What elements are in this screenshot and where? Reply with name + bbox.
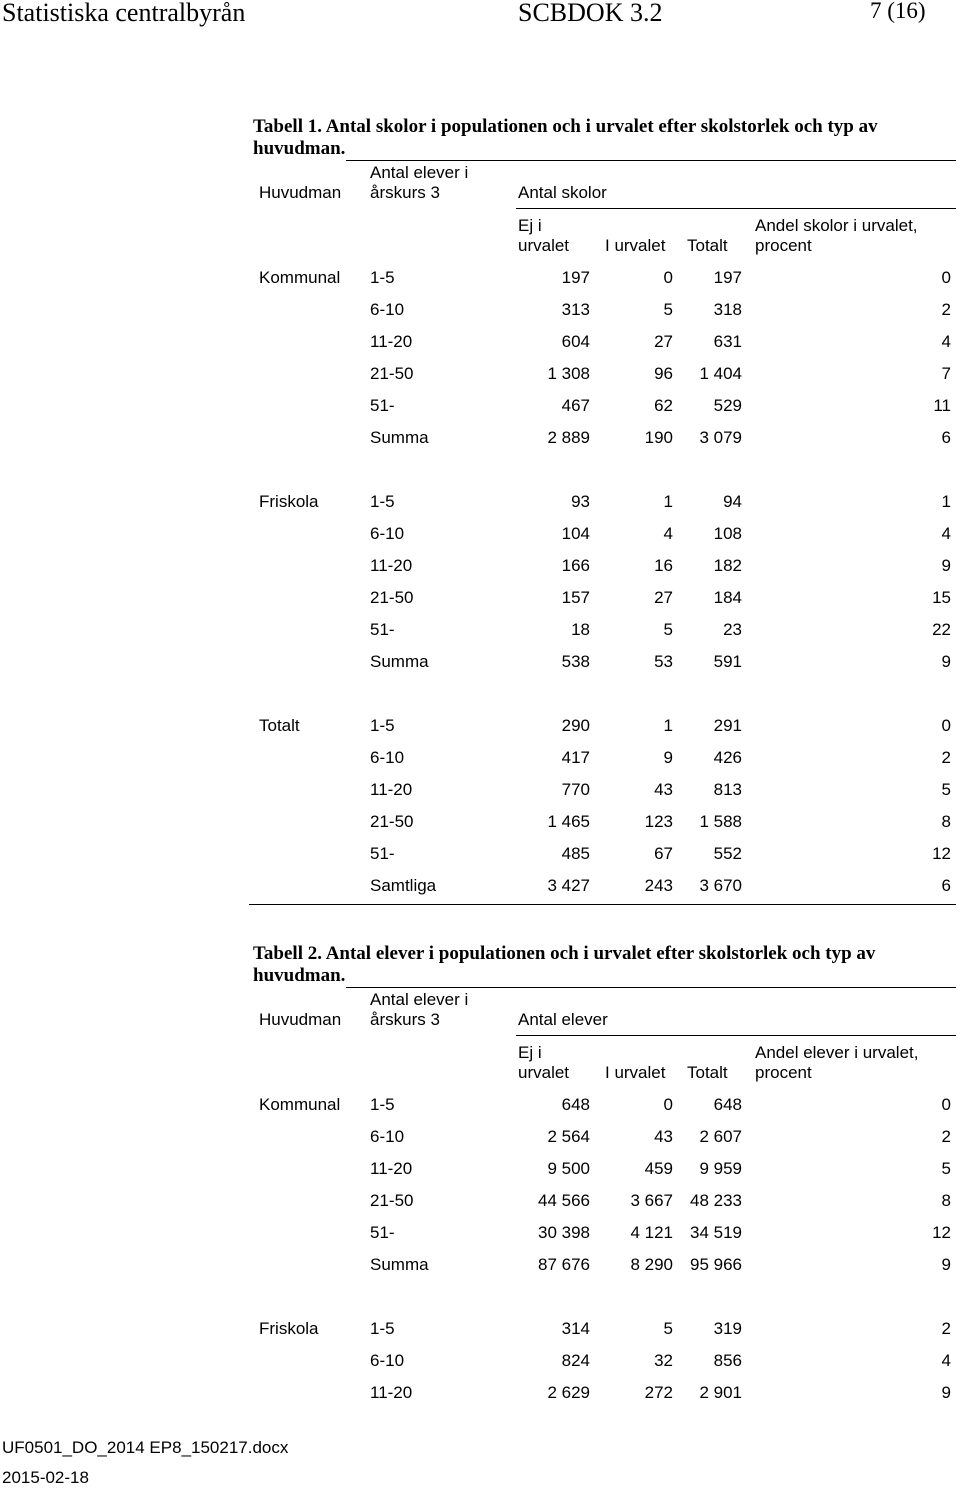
row-size-label: 11-20 [370,1383,413,1402]
footer-date: 2015-02-18 [2,1468,89,1487]
row-size-label: 6-10 [370,1127,405,1146]
cell-andel-procent: 0 [941,716,951,735]
header-document-id: SCBDOK 3.2 [518,0,663,27]
cell-andel-procent: 5 [941,780,951,799]
cell-ej-i-urvalet: 2 564 [547,1127,590,1146]
cell-andel-procent: 2 [941,748,951,767]
cell-andel-procent: 12 [932,1223,951,1242]
cell-totalt: 184 [713,588,742,607]
cell-andel-procent: 2 [941,1319,951,1338]
cell-andel-procent: 4 [941,332,951,351]
col-i-header: I urvalet [605,236,666,255]
cell-i-urvalet: 123 [644,812,673,831]
cell-i-urvalet: 16 [654,556,673,575]
col-group-header: Antal skolor [518,183,607,202]
cell-i-urvalet: 459 [644,1159,673,1178]
cell-i-urvalet: 67 [654,844,673,863]
cell-i-urvalet: 32 [654,1351,673,1370]
row-size-label: 6-10 [370,524,405,543]
cell-i-urvalet: 5 [663,1319,673,1338]
row-size-label: 1-5 [370,716,395,735]
header-organization: Statistiska centralbyrån [2,0,246,27]
cell-ej-i-urvalet: 9 500 [547,1159,590,1178]
cell-ej-i-urvalet: 87 676 [538,1255,590,1274]
cell-andel-procent: 0 [941,1095,951,1114]
row-size-label: 6-10 [370,300,405,319]
cell-i-urvalet: 1 [663,492,673,511]
cell-andel-procent: 8 [941,812,951,831]
cell-totalt: 1 588 [699,812,742,831]
cell-ej-i-urvalet: 313 [561,300,590,319]
cell-ej-i-urvalet: 93 [571,492,590,511]
cell-ej-i-urvalet: 485 [561,844,590,863]
cell-i-urvalet: 43 [654,1127,673,1146]
cell-totalt: 108 [713,524,742,543]
cell-ej-i-urvalet: 467 [561,396,590,415]
cell-i-urvalet: 0 [663,268,673,287]
table2-caption: Tabell 2. Antal elever i populationen och i urvalet efter skolstorlek och typ av huvudman. [253,943,876,986]
row-size-label: 6-10 [370,748,405,767]
cell-totalt: 291 [713,716,742,735]
row-huvudman-label: Totalt [259,716,300,735]
row-size-label: 11-20 [370,556,413,575]
cell-ej-i-urvalet: 44 566 [538,1191,590,1210]
row-huvudman-label: Kommunal [259,1095,341,1114]
cell-totalt: 856 [713,1351,742,1370]
cell-i-urvalet: 27 [654,588,673,607]
cell-i-urvalet: 3 667 [630,1191,673,1210]
cell-ej-i-urvalet: 290 [561,716,590,735]
cell-andel-procent: 6 [941,428,951,447]
cell-totalt: 48 233 [690,1191,742,1210]
cell-i-urvalet: 4 121 [630,1223,673,1242]
cell-ej-i-urvalet: 314 [561,1319,590,1338]
cell-totalt: 3 670 [699,876,742,895]
cell-totalt: 426 [713,748,742,767]
col-huvudman-header: Huvudman [259,183,342,202]
row-size-label: 1-5 [370,1095,395,1114]
table1-top-rule [346,160,956,161]
cell-andel-procent: 22 [932,620,951,639]
cell-totalt: 197 [713,268,742,287]
row-size-label: Summa [370,652,429,671]
cell-ej-i-urvalet: 770 [561,780,590,799]
cell-i-urvalet: 62 [654,396,673,415]
table1-caption: Tabell 1. Antal skolor i populationen och i urvalet efter skolstorlek och typ av huvudman. [253,116,878,159]
col-antal-elever-header: årskurs 3 [370,1010,440,1029]
cell-andel-procent: 9 [941,556,951,575]
cell-andel-procent: 8 [941,1191,951,1210]
table2-top-rule [346,987,956,988]
cell-andel-procent: 15 [932,588,951,607]
cell-totalt: 9 959 [699,1159,742,1178]
cell-andel-procent: 9 [941,1383,951,1402]
cell-ej-i-urvalet: 1 308 [547,364,590,383]
cell-totalt: 3 079 [699,428,742,447]
cell-i-urvalet: 5 [663,620,673,639]
row-size-label: 11-20 [370,1159,413,1178]
row-size-label: 51- [370,620,395,639]
row-huvudman-label: Kommunal [259,268,341,287]
row-size-label: 1-5 [370,268,395,287]
cell-totalt: 1 404 [699,364,742,383]
row-size-label: 21-50 [370,1191,414,1210]
cell-i-urvalet: 1 [663,716,673,735]
cell-totalt: 529 [713,396,742,415]
cell-andel-procent: 4 [941,1351,951,1370]
row-size-label: 11-20 [370,332,413,351]
cell-totalt: 648 [713,1095,742,1114]
row-size-label: Samtliga [370,876,437,895]
cell-andel-procent: 2 [941,300,951,319]
cell-ej-i-urvalet: 824 [561,1351,590,1370]
header-page-number: 7 (16) [870,0,926,23]
col-ej-header: urvalet [518,236,570,255]
table1-group-rule [516,208,956,209]
cell-totalt: 94 [723,492,742,511]
cell-totalt: 2 901 [699,1383,742,1402]
cell-ej-i-urvalet: 538 [561,652,590,671]
cell-ej-i-urvalet: 2 889 [547,428,590,447]
cell-andel-procent: 7 [941,364,951,383]
cell-ej-i-urvalet: 197 [561,268,590,287]
col-i-header: I urvalet [605,1063,666,1082]
row-size-label: Summa [370,1255,429,1274]
cell-andel-procent: 6 [941,876,951,895]
row-size-label: 6-10 [370,1351,405,1370]
col-antal-elever-header: Antal elever i [370,163,469,182]
cell-ej-i-urvalet: 157 [561,588,590,607]
cell-i-urvalet: 96 [654,364,673,383]
cell-i-urvalet: 9 [663,748,673,767]
col-group-header: Antal elever [518,1010,608,1029]
row-size-label: 21-50 [370,812,414,831]
row-size-label: 51- [370,396,395,415]
row-size-label: 1-5 [370,492,395,511]
cell-ej-i-urvalet: 2 629 [547,1383,590,1402]
cell-totalt: 631 [713,332,742,351]
cell-ej-i-urvalet: 30 398 [538,1223,590,1242]
cell-i-urvalet: 190 [644,428,673,447]
cell-i-urvalet: 243 [644,876,673,895]
cell-andel-procent: 1 [941,492,951,511]
row-size-label: 51- [370,844,395,863]
cell-i-urvalet: 53 [654,652,673,671]
row-huvudman-label: Friskola [259,492,319,511]
cell-ej-i-urvalet: 417 [561,748,590,767]
cell-totalt: 591 [713,652,742,671]
cell-andel-procent: 11 [933,396,951,415]
cell-totalt: 182 [713,556,742,575]
col-antal-elever-header: årskurs 3 [370,183,440,202]
row-size-label: Summa [370,428,429,447]
col-tot-header: Totalt [687,1063,728,1082]
table2-group-rule [516,1035,956,1036]
cell-andel-procent: 9 [941,652,951,671]
cell-totalt: 2 607 [699,1127,742,1146]
cell-ej-i-urvalet: 648 [561,1095,590,1114]
cell-ej-i-urvalet: 18 [571,620,590,639]
cell-i-urvalet: 8 290 [630,1255,673,1274]
col-andel-header: procent [755,236,812,255]
footer-filename: UF0501_DO_2014 EP8_150217.docx [2,1438,289,1457]
row-size-label: 11-20 [370,780,413,799]
row-size-label: 1-5 [370,1319,395,1338]
cell-i-urvalet: 272 [644,1383,673,1402]
col-tot-header: Totalt [687,236,728,255]
cell-ej-i-urvalet: 1 465 [547,812,590,831]
cell-totalt: 34 519 [690,1223,742,1242]
col-ej-header: urvalet [518,1063,570,1082]
cell-totalt: 318 [713,300,742,319]
cell-andel-procent: 9 [941,1255,951,1274]
col-huvudman-header: Huvudman [259,1010,342,1029]
cell-ej-i-urvalet: 166 [561,556,590,575]
cell-totalt: 23 [723,620,742,639]
row-size-label: 21-50 [370,588,414,607]
col-ej-header: Ej i [518,216,542,235]
row-huvudman-label: Friskola [259,1319,319,1338]
cell-ej-i-urvalet: 604 [561,332,590,351]
col-ej-header: Ej i [518,1043,542,1062]
cell-totalt: 552 [713,844,742,863]
cell-totalt: 813 [713,780,742,799]
cell-ej-i-urvalet: 3 427 [547,876,590,895]
table1-bottom-rule [249,904,956,905]
row-size-label: 21-50 [370,364,414,383]
cell-i-urvalet: 4 [663,524,673,543]
cell-andel-procent: 4 [941,524,951,543]
cell-totalt: 319 [713,1319,742,1338]
col-andel-header: Andel elever i urvalet, [755,1043,919,1062]
cell-andel-procent: 2 [941,1127,951,1146]
cell-i-urvalet: 27 [654,332,673,351]
cell-i-urvalet: 43 [654,780,673,799]
cell-andel-procent: 0 [941,268,951,287]
cell-i-urvalet: 0 [663,1095,673,1114]
row-size-label: 51- [370,1223,395,1242]
cell-andel-procent: 12 [932,844,951,863]
cell-ej-i-urvalet: 104 [561,524,590,543]
cell-andel-procent: 5 [941,1159,951,1178]
col-andel-header: Andel skolor i urvalet, [755,216,918,235]
col-andel-header: procent [755,1063,812,1082]
cell-i-urvalet: 5 [663,300,673,319]
col-antal-elever-header: Antal elever i [370,990,469,1009]
cell-totalt: 95 966 [690,1255,742,1274]
